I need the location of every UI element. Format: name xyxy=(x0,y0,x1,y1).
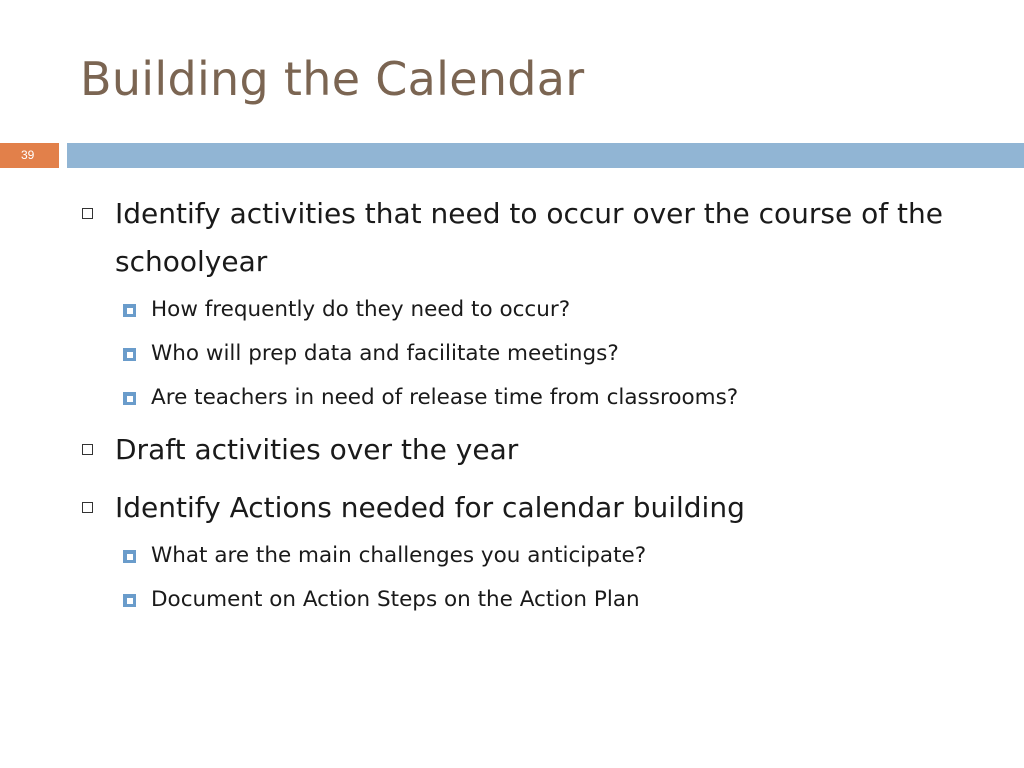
square-bullet-icon xyxy=(123,594,136,607)
sub-bullet-item xyxy=(80,382,1000,414)
sub-bullet-text: How frequently do they need to occur? xyxy=(151,297,571,322)
hollow-square-bullet-icon xyxy=(82,502,93,513)
sub-bullet-item xyxy=(80,338,1000,370)
slide-title: Building the Calendar xyxy=(80,52,585,106)
sub-bullet-text: Are teachers in need of release time from classrooms? xyxy=(151,385,739,410)
bullet-text: Identify Actions needed for calendar building xyxy=(115,491,745,524)
square-bullet-icon xyxy=(123,348,136,361)
bullet-item xyxy=(80,426,1000,474)
bullet-text: Identify activities that need to occur over the course of the schoolyear xyxy=(115,197,943,278)
bullet-item xyxy=(80,190,1000,286)
square-bullet-icon xyxy=(123,304,136,317)
hollow-square-bullet-icon xyxy=(82,444,93,455)
slide-number: 39 xyxy=(21,148,35,162)
bullet-text: Draft activities over the year xyxy=(115,433,519,466)
sub-bullet-item xyxy=(80,584,1000,616)
sub-bullet-text: Document on Action Steps on the Action Plan xyxy=(151,587,640,612)
bullet-list xyxy=(80,190,1000,628)
square-bullet-icon xyxy=(123,392,136,405)
sub-bullet-text: Who will prep data and facilitate meetings? xyxy=(151,341,619,366)
slide-number-badge xyxy=(0,143,59,168)
sub-bullet-item xyxy=(80,540,1000,572)
sub-bullet-text: What are the main challenges you anticipate? xyxy=(151,543,647,568)
header-divider-bar xyxy=(67,143,1024,168)
bullet-item xyxy=(80,484,1000,532)
sub-bullet-item xyxy=(80,294,1000,326)
square-bullet-icon xyxy=(123,550,136,563)
hollow-square-bullet-icon xyxy=(82,208,93,219)
